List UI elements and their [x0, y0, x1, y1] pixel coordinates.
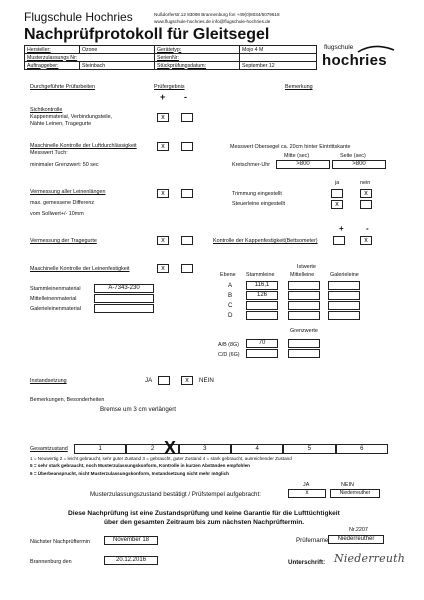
- grade-5[interactable]: 5: [283, 444, 335, 454]
- steuerleine-label: Steuerleine eingestellt: [232, 201, 286, 207]
- school-name: Flugschule Hochries: [24, 10, 133, 24]
- trimmung-ja-checkbox[interactable]: [331, 189, 343, 198]
- ebene-c-stamm[interactable]: [246, 301, 278, 310]
- column-arbeiten: Durchgeführte Prüfarbeiten: [30, 84, 96, 90]
- ebene-c-label: C: [228, 302, 233, 309]
- address-line-2: www.flugschule-hochries.de info@flugschule-hochries.de: [154, 19, 271, 24]
- festigkeit-plus-checkbox[interactable]: x: [157, 264, 169, 273]
- pruefername-value[interactable]: Niederreuther: [328, 535, 384, 544]
- instandsetzung-nein-checkbox[interactable]: x: [181, 376, 193, 385]
- stammleine-label: Stammleine: [246, 272, 275, 278]
- muster-nein-label: NEIN: [341, 482, 354, 488]
- leinen-title: Vermessung aller Leinenlängen: [30, 189, 106, 195]
- luft-mitte-value[interactable]: >800: [276, 160, 330, 169]
- geraetetyp-value[interactable]: Mojo 4 M: [240, 46, 317, 54]
- instandsetzung-ja-label: JA: [145, 377, 153, 384]
- ebene-a-galerie[interactable]: [328, 281, 360, 290]
- seriennr-value[interactable]: [240, 54, 317, 62]
- ebene-d-label: D: [228, 312, 233, 319]
- hersteller-label: Hersteller:: [25, 46, 80, 54]
- ebene-b-label: B: [228, 292, 233, 299]
- stueckpruefung-label: Stückprüfungsdatum:: [155, 62, 240, 70]
- auftraggeber-value[interactable]: Steinbach: [80, 62, 155, 70]
- sichtkontrolle-line2: Nähte Leinen, Tragegurte: [30, 121, 92, 127]
- stamm-material-value[interactable]: A-7343-230: [94, 284, 154, 293]
- ebene-b-stamm[interactable]: 126: [246, 291, 278, 300]
- trimmung-nein-checkbox[interactable]: x: [360, 189, 372, 198]
- leinen-line2: vom Sollwert+/- 10mm: [30, 211, 84, 217]
- mittelleine-label: Mittelleine: [290, 272, 315, 278]
- instandsetzung-nein-label: NEIN: [199, 377, 214, 384]
- galerie-material-value[interactable]: [94, 304, 154, 313]
- stueckpruefung-value[interactable]: September 12: [240, 62, 317, 70]
- kappe-label: Kontrolle der Kappenfestigkeit(Bettsometer): [213, 238, 318, 244]
- ebene-a-mittel[interactable]: [288, 281, 320, 290]
- kappe-minus-checkbox[interactable]: x: [360, 236, 372, 245]
- leinen-plus-checkbox[interactable]: x: [157, 189, 169, 198]
- grade-scale: [74, 444, 388, 454]
- tragegurte-title: Vermessung der Tragegurte: [30, 238, 97, 244]
- kappe-plus-checkbox[interactable]: [333, 236, 345, 245]
- musterzulassung-label: Musterzulassungs Nr:: [25, 54, 155, 62]
- info-table: [24, 45, 317, 70]
- grade-1[interactable]: 1: [74, 444, 126, 454]
- trimmung-label: Trimmung eingestellt: [232, 191, 282, 197]
- cd-mittel[interactable]: [288, 349, 320, 358]
- grenzwerte-label: Grenzwerte: [290, 328, 318, 334]
- ebene-c-galerie[interactable]: [328, 301, 360, 310]
- legend-line-3: 6 = Überbeansprucht, nicht Musterzulassungskonform, Instandsetzung nicht mehr möglich: [30, 471, 229, 476]
- galerieleine-label: Galerieleine: [330, 272, 359, 278]
- ebene-d-stamm[interactable]: [246, 311, 278, 320]
- hersteller-value[interactable]: Ozone: [80, 46, 155, 54]
- festigkeit-title: Maschinelle Kontrolle der Leinenfestigkeit: [30, 266, 130, 272]
- signature[interactable]: Niederreuth: [334, 552, 406, 565]
- ab-mittel[interactable]: [288, 339, 320, 348]
- luft-minus-checkbox[interactable]: [181, 142, 193, 151]
- luft-plus-checkbox[interactable]: x: [157, 142, 169, 151]
- gesamtzustand-title: Gesamtzustand: [30, 446, 68, 452]
- luft-remark: Messwert Obersegel ca. 20cm hinter Eintrittskante: [230, 144, 351, 150]
- muster-ja-box[interactable]: x: [288, 489, 326, 498]
- ab-value[interactable]: 70: [246, 339, 278, 348]
- grade-3[interactable]: 3: [179, 444, 231, 454]
- column-minus: -: [184, 92, 187, 102]
- mittel-material-label: Mittelleinenmaterial: [30, 296, 77, 302]
- pruefername-label: Prüfername: [296, 537, 329, 544]
- mittel-material-value[interactable]: [94, 294, 154, 303]
- muster-nein-box[interactable]: Niederreuther: [330, 489, 380, 498]
- luft-title: Maschinelle Kontrolle der Luftdurchlässigkeit: [30, 143, 137, 149]
- ebene-a-label: A: [228, 282, 233, 289]
- ab-label: A/B (8G): [218, 342, 239, 348]
- naechster-value[interactable]: November 18: [104, 536, 158, 545]
- kappe-minus-label: -: [366, 224, 369, 233]
- grade-4[interactable]: 4: [231, 444, 283, 454]
- address-line-1: Nußdorferstr.12 83098 Brannenburg fon +49(0)8034/6079618: [154, 12, 280, 17]
- geraetetyp-label: Gerätetyp:: [155, 46, 240, 54]
- grade-selected-mark: X: [164, 438, 177, 458]
- logo-big-text: hochries: [322, 52, 387, 69]
- ebene-d-mittel[interactable]: [288, 311, 320, 320]
- ebene-d-galerie[interactable]: [328, 311, 360, 320]
- luft-mitte-label: Mitte (sec): [284, 153, 310, 159]
- luft-line2: minimaler Grenzwert: 50 sec: [30, 162, 99, 168]
- legend-line-2: 5 = sehr stark gebraucht, noch Musterzulassungskonform, Kontrolle in kurzen Abständen empfohlen: [30, 463, 250, 468]
- sichtkontrolle-line1: Kappenmaterial, Verbindungsteile,: [30, 114, 113, 120]
- info-row: [25, 54, 317, 62]
- info-row: [25, 62, 317, 70]
- statement-line-2: über den gesamten Zeitraum bis zum nächsten Nachprüftermin.: [104, 519, 305, 526]
- logo-small-text: flugschule: [324, 44, 354, 51]
- column-ergebnis: Prüfergebnis: [154, 84, 185, 90]
- festigkeit-minus-checkbox[interactable]: [181, 264, 193, 273]
- kappe-plus-label: +: [339, 224, 344, 233]
- ebene-b-galerie[interactable]: [328, 291, 360, 300]
- muster-ja-label: JA: [303, 482, 310, 488]
- sichtkontrolle-plus-checkbox[interactable]: x: [157, 113, 169, 122]
- cd-label: C/D (6G): [218, 352, 240, 358]
- instandsetzung-ja-checkbox[interactable]: [158, 376, 170, 385]
- nr-label: Nr.2207: [349, 527, 368, 533]
- ort-label: Brannenburg den: [30, 559, 72, 565]
- luft-seite-value[interactable]: >800: [332, 160, 386, 169]
- istwerte-label: Istwerte: [297, 264, 316, 270]
- leinen-ja-label: ja: [335, 180, 340, 186]
- info-row: [25, 46, 317, 54]
- tragegurte-minus-checkbox[interactable]: [181, 236, 193, 245]
- cd-value[interactable]: [246, 349, 278, 358]
- steuerleine-nein-checkbox[interactable]: [360, 200, 372, 209]
- galerie-material-label: Galerieleinenmaterial: [30, 306, 81, 312]
- luft-seite-label: Seite (sec): [340, 153, 366, 159]
- bemerkungen-title: Bemerkungen, Besonderheiten: [30, 397, 105, 403]
- school-logo: [322, 42, 398, 72]
- naechster-label: Nächster Nachprüftermin: [30, 539, 90, 545]
- ebene-b-mittel[interactable]: [288, 291, 320, 300]
- bemerkungen-text[interactable]: Bremse um 3 cm verlängert: [100, 406, 176, 413]
- ebene-a-stamm[interactable]: 116,1: [246, 281, 278, 290]
- sichtkontrolle-title: Sichtkontrolle: [30, 107, 63, 113]
- leinen-line1: max. gemessene Differenz: [30, 200, 95, 206]
- ebene-c-mittel[interactable]: [288, 301, 320, 310]
- grade-6[interactable]: 6: [336, 444, 388, 454]
- muster-label: Musterzulassungszustand bestätigt / Prüfstempel aufgebracht:: [90, 491, 261, 498]
- seriennr-label: SerienNr:: [155, 54, 240, 62]
- sichtkontrolle-minus-checkbox[interactable]: [181, 113, 193, 122]
- datum-value[interactable]: 20.12.2016: [104, 556, 158, 565]
- auftraggeber-label: Auftraggeber:: [25, 62, 80, 70]
- luft-line1: Messwert Tuch:: [30, 150, 68, 156]
- stamm-material-label: Stammleinenmaterial: [30, 286, 81, 292]
- ebene-label: Ebene: [220, 272, 236, 278]
- leinen-nein-label: nein: [360, 180, 371, 186]
- luft-kretschmer-label: Kretschmer-Uhr: [232, 162, 271, 168]
- steuerleine-ja-checkbox[interactable]: x: [331, 200, 343, 209]
- statement-line-1: Diese Nachprüfung ist eine Zustandsprüfung und keine Garantie für die Lufttüchtigkeit: [68, 510, 340, 517]
- instandsetzung-title: Instandsetzung: [30, 378, 67, 384]
- legend-line-1: 1 = Neuwertig 2 = leicht gebraucht, sehr guter Zustand 3 = gebraucht, guter Zustand 4 = stark gebraucht, ausreichender Zustand: [30, 456, 292, 461]
- tragegurte-plus-checkbox[interactable]: x: [157, 236, 169, 245]
- column-bemerkung: Bemerkung: [285, 84, 313, 90]
- column-plus: +: [160, 92, 166, 102]
- grade-2[interactable]: 2: [126, 444, 178, 454]
- unterschrift-label: Unterschrift:: [288, 559, 326, 566]
- leinen-minus-checkbox[interactable]: [181, 189, 193, 198]
- page-title: Nachprüfprotokoll für Gleitsegel: [24, 26, 270, 43]
